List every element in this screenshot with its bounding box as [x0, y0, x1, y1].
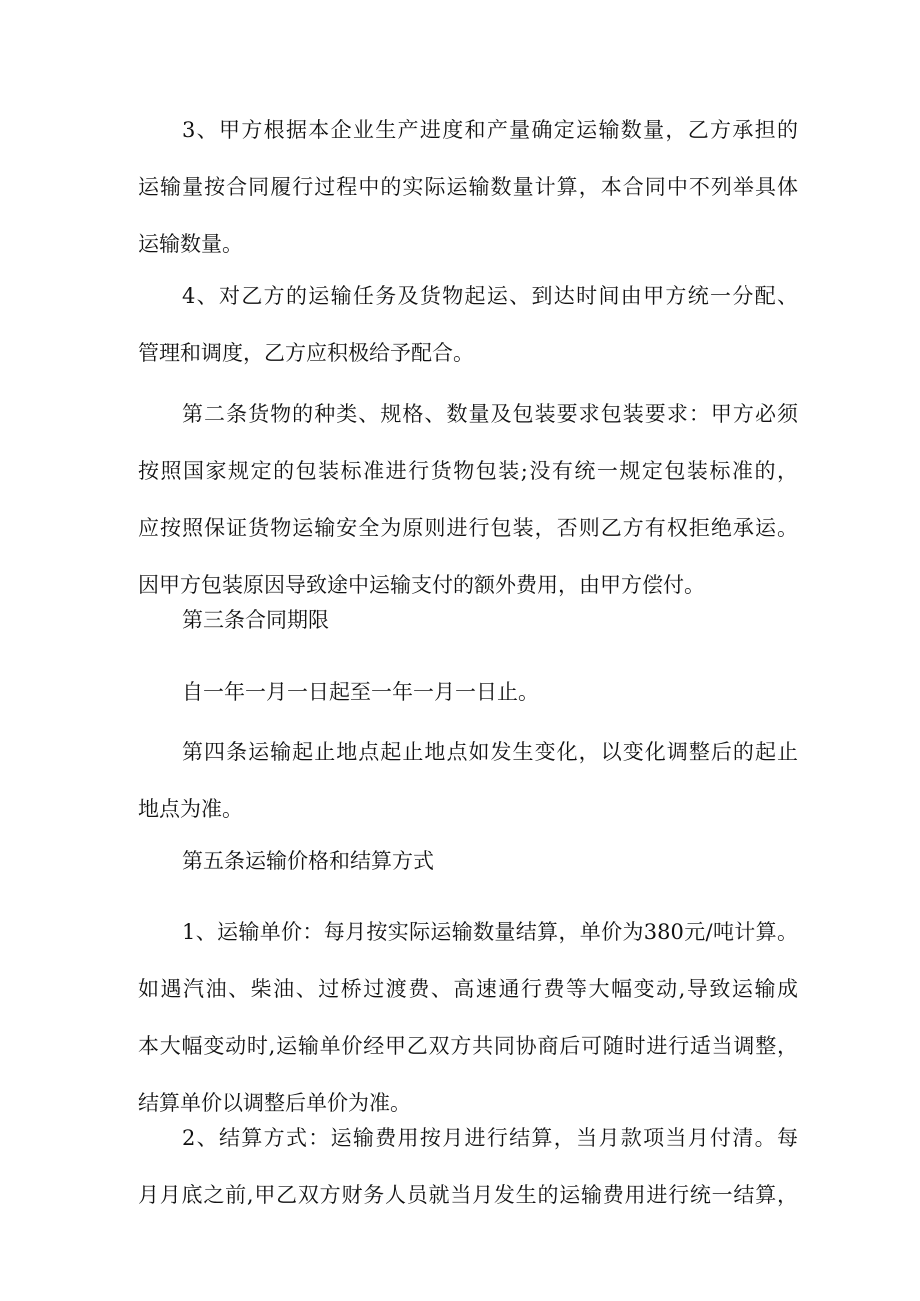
paragraph-contract-term — [138, 672, 798, 712]
text-line: 第五条运输价格和结算方式 — [182, 849, 434, 873]
text-line: 1、运输单价：每月按实际运输数量结算，单价为380元/吨计算。 — [182, 920, 798, 944]
text-line: 运输数量。 — [138, 232, 243, 256]
text-line: 2、结算方式：运输费用按月进行结算，当月款项当月付清。每 — [182, 1126, 798, 1150]
paragraph-unit-price — [138, 912, 798, 1123]
text-line: 第四条运输起止地点起止地点如发生变化，以变化调整后的起止 — [182, 740, 798, 764]
text-line: 运输量按合同履行过程中的实际运输数量计算，本合同中不列举具体 — [138, 175, 798, 199]
text-line: 管理和调度，乙方应积极给予配合。 — [138, 341, 474, 365]
paragraph-article-4 — [138, 732, 798, 829]
text-line: 本大幅变动时,运输单价经甲乙双方共同协商后可随时进行适当调整， — [138, 1034, 798, 1058]
text-line: 应按照保证货物运输安全为原则进行包装，否则乙方有权拒绝承运。 — [138, 516, 798, 540]
paragraph-article-5-heading — [138, 841, 798, 881]
text-line: 3、甲方根据本企业生产进度和产量确定运输数量，乙方承担的 — [182, 118, 798, 142]
paragraph-settlement-method — [138, 1118, 798, 1215]
text-line: 按照国家规定的包装标准进行货物包装;没有统一规定包装标准的， — [138, 459, 798, 483]
text-line: 如遇汽油、柴油、过桥过渡费、高速通行费等大幅变动,导致运输成 — [138, 977, 798, 1001]
paragraph-clause-3 — [138, 110, 798, 264]
text-line: 月月底之前,甲乙双方财务人员就当月发生的运输费用进行统一结算， — [138, 1183, 798, 1207]
text-line: 第三条合同期限 — [182, 608, 329, 632]
text-line: 4、对乙方的运输任务及货物起运、到达时间由甲方统一分配、 — [182, 284, 798, 308]
text-line: 地点为准。 — [138, 797, 243, 821]
text-line: 因甲方包装原因导致途中运输支付的额外费用，由甲方偿付。 — [138, 573, 705, 597]
text-line: 自一年一月一日起至一年一月一日止。 — [182, 680, 539, 704]
paragraph-article-2 — [138, 394, 798, 605]
paragraph-clause-4 — [138, 276, 798, 373]
paragraph-article-3-heading — [138, 600, 798, 640]
text-line: 结算单价以调整后单价为准。 — [138, 1091, 411, 1115]
text-line: 第二条货物的种类、规格、数量及包装要求包装要求：甲方必须 — [182, 402, 798, 426]
